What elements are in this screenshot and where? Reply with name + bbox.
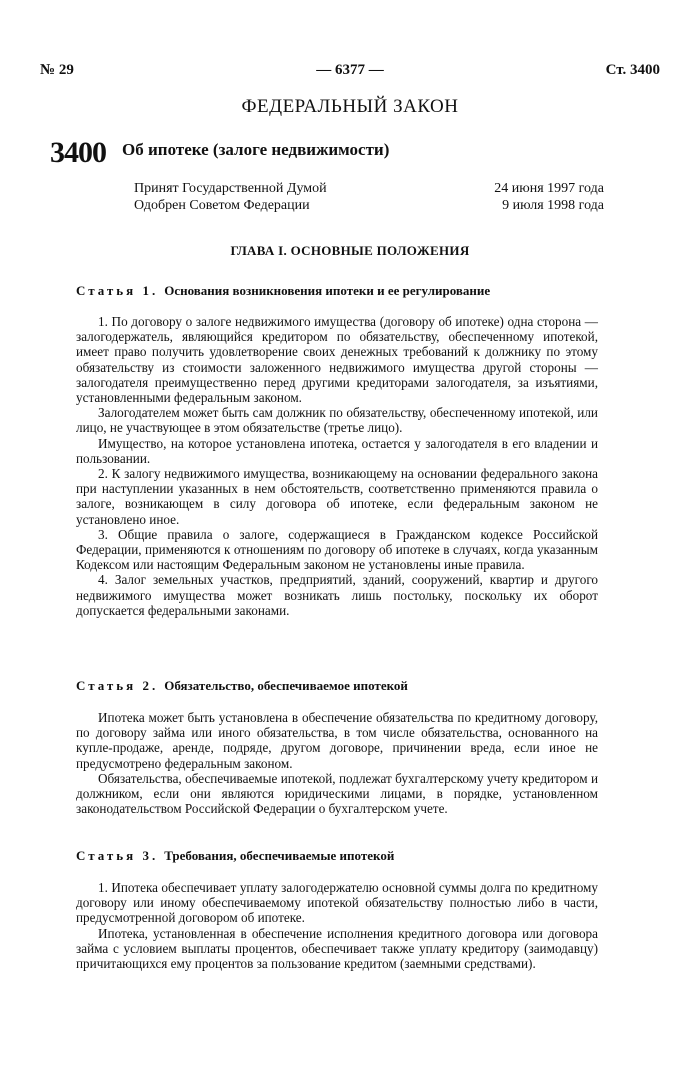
article-3-heading: [76, 848, 394, 864]
paragraph: Имущество, на которое установлена ипотека, остается у залогодателя в его владении и пользовании.: [76, 435, 598, 466]
paragraph: 2. К залогу недвижимого имущества, возникающему на основании федерального закона при наступлении указанных в нем обстоятельств, соответственно применяются правила о залоге, возникающем в силу договора об ипотеке, если федеральным законом не установлено иное.: [76, 466, 598, 527]
law-type-heading: ФЕДЕРАЛЬНЫЙ ЗАКОН: [241, 96, 459, 117]
paragraph: 1. По договору о залоге недвижимого имущества (договору об ипотеке) одна сторона — залогодержатель, являющийся кредитором по обязательству, обеспеченному ипотекой, имеет право получить удовлетворение своих денежных требований к должнику по этому обязательству из стоимости заложенного недвижимого имущества другой стороны — залогодателя преимущественно перед другими кредиторами залогодателя, за изъятиями, установленными федеральным законом.: [76, 314, 598, 406]
paragraph: 3. Общие правила о залоге, содержащиеся в Гражданском кодексе Российской Федерации, применяются к отношениям по договору об ипотеке в случаях, когда указанным Кодексом или настоящим Федеральным законом не установлены иные правила.: [76, 526, 598, 573]
article-3-body: [76, 880, 598, 971]
adoption-label: Одобрен Советом Федерации: [134, 198, 310, 213]
article-reference: Ст. 3400: [605, 62, 660, 78]
article-1-heading: [76, 283, 490, 299]
article-title: Требования, обеспечиваемые ипотекой: [164, 848, 395, 863]
page-number: — 6377 —: [316, 62, 384, 78]
article-title: Основания возникновения ипотеки и ее регулирование: [164, 283, 491, 298]
adoption-date: 24 июня 1997 года: [494, 181, 604, 196]
chapter-heading: ГЛАВА I. ОСНОВНЫЕ ПОЛОЖЕНИЯ: [230, 243, 470, 258]
paragraph: Ипотека, установленная в обеспечение исполнения кредитного договора или договора займа с условием выплаты процентов, обеспечивает также уплату кредитору (заимодавцу) причитающихся ему процентов за пользование кредитом (заемными средствами).: [76, 925, 598, 972]
article-title: Обязательство, обеспечиваемое ипотекой: [164, 678, 408, 693]
law-title: Об ипотеке (залоге недвижимости): [122, 140, 390, 159]
adoption-date: 9 июля 1998 года: [502, 198, 604, 213]
paragraph: Обязательства, обеспечиваемые ипотекой, подлежат бухгалтерскому учету кредитором и должником, если они являются юридическими лицами, в порядке, установленном законодательством Российской Федерации о бухгалтерском учете.: [76, 770, 598, 817]
article-2-body: [76, 710, 598, 816]
issue-number: № 29: [40, 62, 74, 78]
article-label: Статья 2.: [76, 678, 159, 693]
adoption-label: Принят Государственной Думой: [134, 181, 327, 196]
article-2-heading: [76, 678, 408, 694]
running-head: [40, 62, 660, 82]
law-number: 3400: [50, 136, 106, 169]
article-1-body: [76, 314, 598, 618]
paragraph: Залогодателем может быть сам должник по обязательству, обеспеченному ипотекой, или лицо, не участвующее в этом обязательстве (третье лицо).: [76, 405, 598, 436]
paragraph: 4. Залог земельных участков, предприятий, зданий, сооружений, квартир и другого недвижимого имущества может возникать лишь постольку, поскольку их оборот допускается федеральными законами.: [76, 572, 598, 618]
article-label: Статья 1.: [76, 283, 159, 298]
article-label: Статья 3.: [76, 848, 159, 863]
paragraph: 1. Ипотека обеспечивает уплату залогодержателю основной суммы долга по кредитному договору или иному обеспечиваемому ипотекой обязательству полностью либо в части, предусмотренной договором об ипотеке.: [76, 880, 598, 926]
adoption-row-duma: [134, 180, 604, 197]
paragraph: Ипотека может быть установлена в обеспечение обязательства по кредитному договору, по договору займа или иного обязательства, в том числе обязательства, основанного на купле-продаже, аренде, подряде, другом договоре, причинении вреда, если иное не предусмотрено федеральным законом.: [76, 710, 598, 771]
adoption-row-federation-council: [134, 197, 604, 214]
